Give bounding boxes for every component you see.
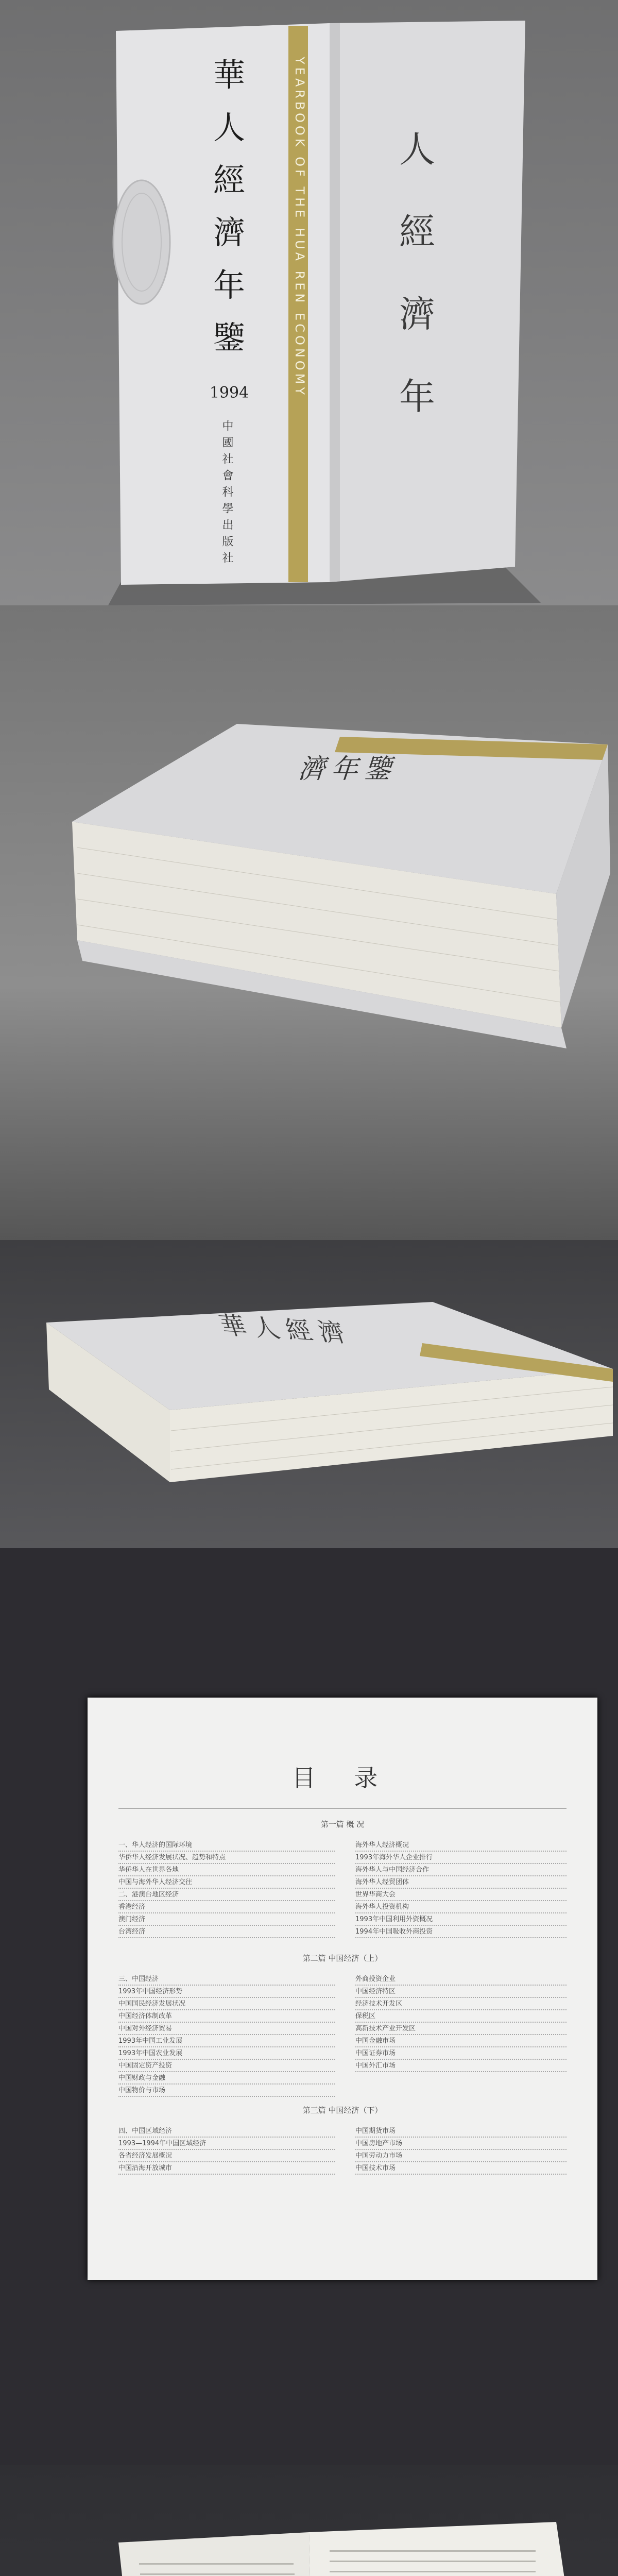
photo-toc-page	[0, 1548, 618, 2465]
toc-part3-header: 第三篇 中国经济（下）	[302, 2106, 383, 2115]
toc-item[interactable]: 中国金融市场	[355, 2035, 566, 2047]
toc-right-column-3	[355, 2125, 566, 2175]
toc-item[interactable]: 中国外汇市场	[355, 2060, 566, 2072]
toc-item[interactable]: 1994年中国吸收外商投资	[355, 1926, 566, 1938]
photo-spine-front	[0, 0, 618, 605]
toc-item[interactable]: 中国证券市场	[355, 2047, 566, 2060]
toc-left-column-2	[118, 1973, 335, 2097]
toc-item[interactable]: 经济技术开发区	[355, 1998, 566, 2010]
toc-title: 目 录	[291, 1764, 393, 1792]
toc-item[interactable]: 香港经济	[118, 1901, 335, 1913]
spine-title	[206, 49, 252, 364]
spine-english-title: YEARBOOK OF THE HUA REN ECONOMY	[293, 57, 307, 398]
toc-item[interactable]: 华侨华人在世界各地	[118, 1864, 335, 1876]
toc-item[interactable]: 四、中国区域经济	[118, 2125, 335, 2138]
toc-item[interactable]: 中国物价与市场	[118, 2084, 335, 2097]
toc-item[interactable]: 海外华人与中国经济合作	[355, 1864, 566, 1876]
cover-char-1: 人	[399, 128, 435, 171]
side-title-partial	[295, 747, 406, 786]
toc-item[interactable]: 中国固定资产投资	[118, 2060, 335, 2072]
toc-item[interactable]: 中国房地产市场	[355, 2138, 566, 2150]
open-book-graphic	[0, 2465, 618, 2576]
title-char-5: 年	[213, 266, 245, 304]
title-char-6: 鑒	[213, 319, 245, 357]
toc-item[interactable]: 海外华人投资机构	[355, 1901, 566, 1913]
toc-sheet	[88, 1698, 597, 2280]
toc-item[interactable]: 一、华人经济的国际环境	[118, 1839, 335, 1852]
photo-side-view-1	[0, 605, 618, 1240]
side-char-2: 年	[328, 754, 371, 785]
toc-item[interactable]: 中国与海外华人经济交往	[118, 1876, 335, 1889]
photo-side-view-2	[0, 1240, 618, 1548]
photo-open-book-1	[0, 2465, 618, 2576]
toc-item[interactable]: 海外华人经济概况	[355, 1839, 566, 1852]
toc-part2-header: 第二篇 中国经济（上）	[302, 1954, 383, 1963]
toc-item[interactable]: 1993年中国经济形势	[118, 1986, 335, 1998]
toc-item[interactable]: 1993年中国利用外资概况	[355, 1913, 566, 1926]
toc-item[interactable]: 中国经济体制改革	[118, 2010, 335, 2023]
toc-part1-header: 第一篇 概 况	[320, 1820, 365, 1829]
toc-item[interactable]: 外商投资企业	[355, 1973, 566, 1986]
toc-item[interactable]: 三、中国经济	[118, 1973, 335, 1986]
toc-item[interactable]: 保税区	[355, 2010, 566, 2023]
book-side-graphic-2	[0, 1240, 618, 1548]
cover-char-4: 年	[399, 376, 435, 418]
side-char-1: 濟	[295, 754, 338, 785]
toc-right-column	[355, 1839, 566, 1938]
side2-char-1: 華	[215, 1311, 259, 1342]
side2-char-4: 濟	[314, 1317, 357, 1349]
toc-item[interactable]: 中国沿海开放城市	[118, 2162, 335, 2175]
toc-item[interactable]: 1993年海外华人企业排行	[355, 1852, 566, 1864]
book-side-graphic	[0, 605, 618, 1240]
toc-item[interactable]: 中国国民经济发展状况	[118, 1998, 335, 2010]
title-char-2: 人	[213, 109, 245, 146]
toc-item[interactable]: 1993年中国农业发展	[118, 2047, 335, 2060]
toc-item[interactable]: 中国财政与金融	[118, 2072, 335, 2084]
side2-char-3: 經	[281, 1315, 324, 1347]
cover-title-partial	[399, 108, 435, 438]
toc-left-column-3	[118, 2125, 335, 2175]
toc-item[interactable]: 二、港澳台地区经济	[118, 1889, 335, 1901]
side-char-3: 鑒	[361, 754, 405, 785]
toc-item[interactable]: 中国经济特区	[355, 1986, 566, 1998]
toc-item[interactable]: 台湾经济	[118, 1926, 335, 1938]
cover-char-2: 經	[399, 211, 435, 253]
spine-year: 1994	[209, 384, 249, 402]
side2-char-2: 人	[248, 1313, 291, 1344]
toc-item[interactable]: 中国对外经济贸易	[118, 2023, 335, 2035]
toc-left-column	[118, 1839, 335, 1938]
title-char-3: 經	[213, 161, 245, 199]
toc-item[interactable]: 华侨华人经济发展状况、趋势和特点	[118, 1852, 335, 1864]
toc-divider	[118, 1808, 566, 1809]
toc-right-column-2	[355, 1973, 566, 2072]
toc-item[interactable]: 中国劳动力市场	[355, 2150, 566, 2162]
title-char-4: 濟	[213, 214, 245, 251]
toc-item[interactable]: 中国技术市场	[355, 2162, 566, 2175]
cover-char-3: 濟	[399, 293, 435, 335]
toc-item[interactable]: 1993年中国工业发展	[118, 2035, 335, 2047]
toc-item[interactable]: 海外华人经贸团体	[355, 1876, 566, 1889]
book-standing-graphic	[0, 0, 618, 605]
toc-item[interactable]: 1993—1994年中国区域经济	[118, 2138, 335, 2150]
toc-item[interactable]: 各省经济发展概况	[118, 2150, 335, 2162]
spine-publisher: 中國社會科學出版社	[220, 420, 233, 568]
toc-item[interactable]: 中国期货市场	[355, 2125, 566, 2138]
toc-item[interactable]: 澳门经济	[118, 1913, 335, 1926]
toc-item[interactable]: 高新技术产业开发区	[355, 2023, 566, 2035]
title-char-1: 華	[213, 56, 245, 94]
toc-item[interactable]: 世界华商大会	[355, 1889, 566, 1901]
